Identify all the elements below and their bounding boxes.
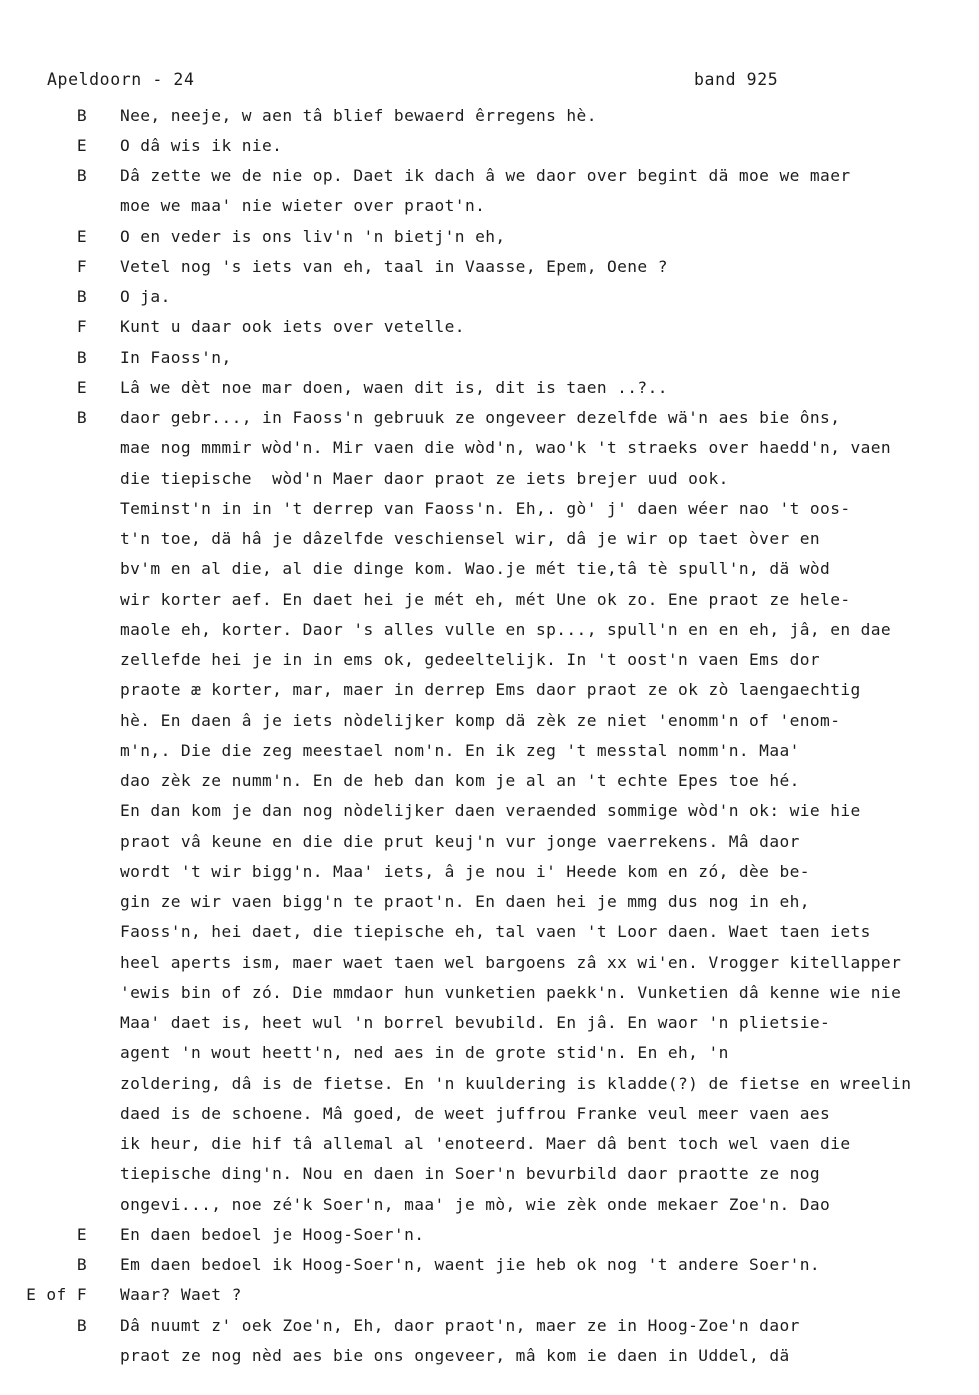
speaker-label: E [76,377,87,397]
line-text: En dan kom je dan nog nòdelijker daen veraended sommige wòd'n ok: wie hie [120,801,861,821]
line-text: hè. En daen â je iets nòdelijker komp dä zèk ze niet 'enomm'n of 'enom- [120,710,841,730]
line-text: zellefde hei je in in ems ok, gedeeltelijk. In 't oost'n vaen Ems dor [120,650,821,670]
line-text: bv'm en al die, al die dinge kom. Wao.je mét tie,tâ tè spull'n, dä wòd [120,559,831,579]
transcript-line [0,856,979,886]
transcript-line [0,130,979,160]
line-text: O en veder is ons liv'n 'n bietj'n eh, [120,226,506,246]
line-text: 'ewis bin of zó. Die mmdaor hun vunketien paekk'n. Vunketien dâ kenne wie nie [120,982,902,1002]
transcript-body [0,100,979,1371]
line-text: Vetel nog 's iets van eh, taal in Vaasse, Epem, Oene ? [120,256,668,276]
line-text: Lâ we dèt noe mar doen, waen dit is, dit is taen ..?.. [120,377,668,397]
line-text: Em daen bedoel ik Hoog-Soer'n, waent jie heb ok nog 't andere Soer'n. [120,1255,821,1275]
speaker-label: E [76,135,87,155]
speaker-label: B [76,408,87,428]
speaker-label: B [76,1315,87,1335]
line-text: Maa' daet is, heet wul 'n borrel bevubild. En jâ. En waor 'n plietsie- [120,1013,831,1033]
transcript-line [0,372,979,402]
speaker-label: B [76,287,87,307]
line-text: Faoss'n, hei daet, die tiepische eh, tal vaen 't Loor daen. Waet taen iets [120,922,871,942]
line-text: maole eh, korter. Daor 's alles vulle en sp..., spull'n en en eh, jâ, en dae [120,619,892,639]
line-text: praote æ korter, mar, maer in derrep Ems daor praot ze ok zò laengaechtig [120,680,861,700]
transcript-line [0,887,979,917]
transcript-line [0,947,979,977]
transcript-line [0,1068,979,1098]
transcript-line [0,1129,979,1159]
speaker-label: F [76,317,87,337]
transcript-line [0,1280,979,1310]
line-text: m'n,. Die die zeg meestael nom'n. En ik zeg 't messtal nomm'n. Maa' [120,740,800,760]
line-text: agent 'n wout heett'n, ned aes in de grote stid'n. En eh, 'n [120,1043,729,1063]
transcript-line [0,1310,979,1340]
line-text: praot ze nog nèd aes bie ons ongeveer, mâ kom ie daen in Uddel, dä [120,1345,790,1365]
transcript-line [0,312,979,342]
speaker-label: B [76,1255,87,1275]
transcript-line [0,1159,979,1189]
transcript-line [0,766,979,796]
speaker-label: B [76,166,87,186]
line-text: Nee, neeje, w aen tâ blief bewaerd êrregens hè. [120,105,597,125]
transcript-line [0,342,979,372]
line-text: die tiepische wòd'n Maer daor praot ze iets brejer uud ook. [120,468,729,488]
line-text: Dâ zette we de nie op. Daet ik dach â we daor over begint dä moe we maer [120,166,851,186]
line-text: gin ze wir vaen bigg'n te praot'n. En daen hei je mmg dus nog in eh, [120,892,810,912]
line-text: daor gebr..., in Faoss'n gebruuk ze ongeveer dezelfde wä'n aes bie ôns, [120,408,841,428]
line-text: In Faoss'n, [120,347,232,367]
line-text: Dâ nuumt z' oek Zoe'n, Eh, daor praot'n, maer ze in Hoog-Zoe'n daor [120,1315,800,1335]
transcript-line [0,826,979,856]
line-text: O ja. [120,287,171,307]
line-text: daed is de schoene. Mâ goed, de weet juffrou Franke veul meer vaen aes [120,1103,831,1123]
speaker-label: E [76,226,87,246]
line-text: dao zèk ze numm'n. En de heb dan kom je al an 't echte Epes toe hé. [120,771,800,791]
line-text: Waar? Waet ? [120,1285,242,1305]
transcript-line [0,191,979,221]
speaker-label: B [76,347,87,367]
transcript-line [0,796,979,826]
transcript-line [0,1008,979,1038]
line-text: ik heur, die hif tâ allemal al 'enoteerd. Maer dâ bent toch wel vaen die [120,1134,851,1154]
transcript-line [0,584,979,614]
transcript-line [0,705,979,735]
transcript-line [0,735,979,765]
line-text: wordt 't wir bigg'n. Maa' iets, â je nou i' Heede kom en zó, dèe be- [120,861,810,881]
speaker-label: B [76,105,87,125]
speaker-label: E [76,1224,87,1244]
line-text: wir korter aef. En daet hei je mét eh, mét Une ok zo. Ene praot ze hele- [120,589,851,609]
transcript-line [0,221,979,251]
transcript-line [0,554,979,584]
transcript-line [0,1038,979,1068]
transcript-line [0,917,979,947]
speaker-label: E of F [26,1285,87,1305]
transcript-line [0,100,979,130]
tape-number-header: band 925 [694,70,779,89]
transcript-line [0,1219,979,1249]
transcript-line [0,1098,979,1128]
line-text: praot vâ keune en die die prut keuj'n vur jonge vaerrekens. Mâ daor [120,831,800,851]
line-text: moe we maa' nie wieter over praot'n. [120,196,486,216]
transcript-line [0,524,979,554]
line-text: Kunt u daar ook iets over vetelle. [120,317,465,337]
transcript-line [0,463,979,493]
line-text: mae nog mmmir wòd'n. Mir vaen die wòd'n, wao'k 't straeks over haedd'n, vaen [120,438,892,458]
line-text: zoldering, dâ is de fietse. En 'n kuuldering is kladde(?) de fietse en wreelin [120,1073,912,1093]
transcript-line [0,675,979,705]
transcript-line [0,1340,979,1370]
line-text: heel aperts ism, maer waet taen wel bargoens zâ xx wi'en. Vrogger kitellapper [120,952,902,972]
line-text: En daen bedoel je Hoog-Soer'n. [120,1224,425,1244]
line-text: tiepische ding'n. Nou en daen in Soer'n bevurbild daor praotte ze nog [120,1164,821,1184]
transcript-line [0,433,979,463]
transcript-line [0,403,979,433]
line-text: t'n toe, dä hâ je dâzelfde veschiensel wir, dâ je wir op taet òver en [120,529,821,549]
transcript-line [0,161,979,191]
speaker-label: F [76,256,87,276]
transcript-line [0,1250,979,1280]
transcript-line [0,614,979,644]
line-text: Teminst'n in in 't derrep van Faoss'n. Eh,. gò' j' daen wéer nao 't oos- [120,498,851,518]
line-text: ongevi..., noe zé'k Soer'n, maa' je mò, wie zèk onde mekaer Zoe'n. Dao [120,1194,831,1214]
location-header: Apeldoorn - 24 [47,70,195,89]
transcript-line [0,282,979,312]
transcript-line [0,1189,979,1219]
transcript-line [0,645,979,675]
transcript-line [0,251,979,281]
transcript-line [0,977,979,1007]
transcript-line [0,493,979,523]
line-text: O dâ wis ik nie. [120,135,283,155]
